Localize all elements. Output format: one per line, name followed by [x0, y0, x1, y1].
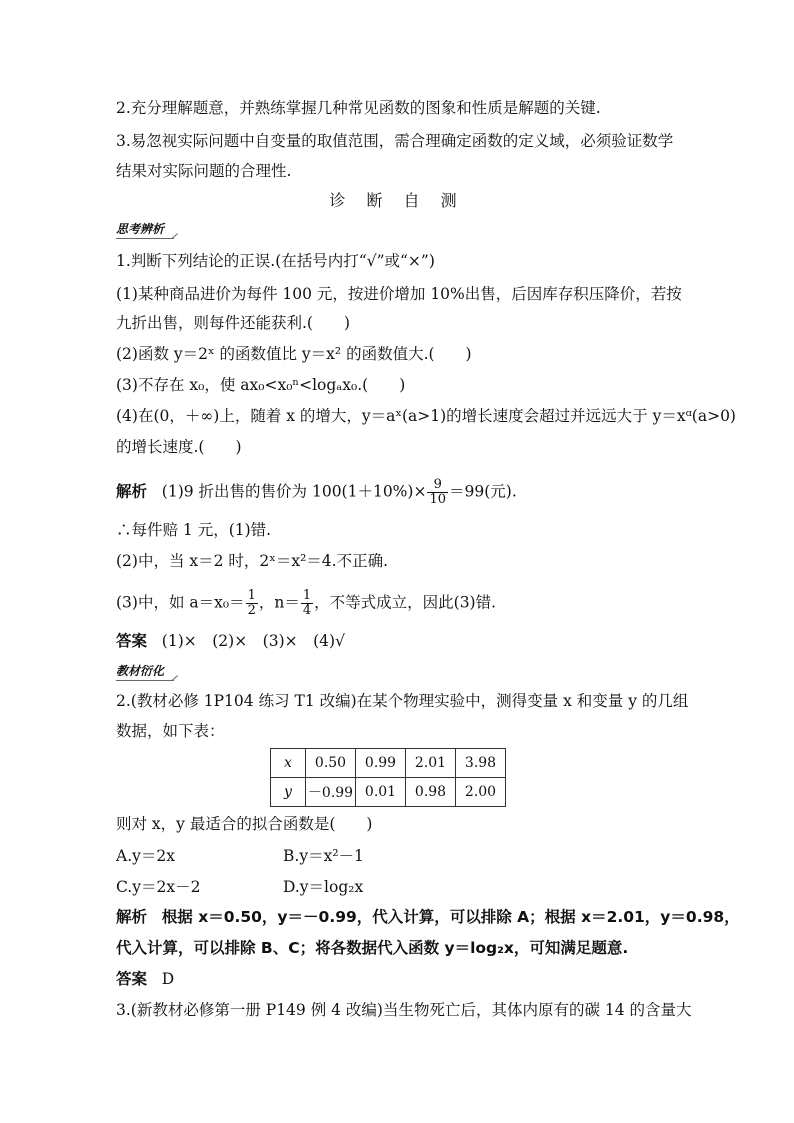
table-cell: 0.01 [356, 778, 406, 807]
answer-label: 答案 [116, 632, 148, 650]
table-cell: 0.98 [406, 778, 456, 807]
table-cell: 0.50 [306, 749, 356, 778]
fraction-denominator: 4 [302, 603, 312, 618]
fraction-numerator: 1 [247, 588, 256, 603]
table-cell: 0.99 [356, 749, 406, 778]
fraction-one-quarter [301, 589, 313, 618]
analysis-4-mid: ，n＝ [258, 593, 300, 612]
tag-reflect: 思考辨析 [116, 220, 174, 239]
q1-item4-line1: (4)在(0，＋∞)上，随着 x 的增大，y＝aˣ(a>1)的增长速度会超过并远远大于 y＝xᵅ(a>0) [116, 407, 736, 425]
analysis-1-pre: (1)9 折出售的售价为 100(1＋10%)× [161, 482, 427, 501]
option-a: A.y＝2x [116, 847, 175, 865]
q2-stem-line1: 2.(教材必修 1P104 练习 T1 改编)在某个物理实验中，测得变量 x 和变量 y 的几组 [116, 692, 689, 710]
fraction-numerator: 1 [302, 588, 312, 603]
q1-analysis-4 [116, 589, 694, 618]
tag-textbook: 教材衍化 [116, 662, 174, 681]
fraction-numerator: 9 [427, 478, 448, 493]
table-cell: 2.01 [406, 749, 456, 778]
answer-label: 答案 [116, 970, 148, 988]
q3-stem-line1: 3.(新教材必修第一册 P149 例 4 改编)当生物死亡后，其体内原有的碳 14 的含量大 [116, 1001, 692, 1019]
data-table [270, 748, 506, 807]
q1-analysis-2: ∴每件赔 1 元，(1)错. [116, 521, 272, 539]
q2-stem-line2: 数据，如下表： [116, 722, 225, 740]
q1-item1-line1: (1)某种商品进价为每件 100 元，按进价增加 10%出售，后因库存积压降价，若按 [116, 285, 682, 303]
q1-stem: 1.判断下列结论的正误.(在括号内打“√”或“×”) [116, 252, 435, 270]
table-cell: 2.00 [456, 778, 506, 807]
analysis-1-post: ＝99(元). [449, 482, 517, 501]
analysis-label: 解析 [116, 908, 148, 926]
analysis-text: 根据 x＝0.50，y＝－0.99，代入计算，可以排除 A；根据 x＝2.01，y＝0.98， [161, 908, 740, 926]
table-cell: y [271, 778, 306, 807]
table-cell: x [271, 749, 306, 778]
section-title: 诊 断 自 测 [329, 191, 465, 210]
analysis-label: 解析 [116, 482, 148, 501]
answer-value: D [161, 970, 175, 988]
fraction-denominator: 2 [247, 603, 256, 618]
q2-analysis-line1 [116, 906, 740, 928]
option-d: D.y＝log₂x [283, 878, 364, 896]
analysis-4-post: ，不等式成立，因此(3)错. [314, 593, 497, 612]
note-3-line2: 结果对实际问题的合理性. [116, 162, 292, 180]
q2-answer [116, 968, 694, 990]
q1-analysis-1 [116, 478, 694, 507]
q1-answer [116, 630, 694, 652]
q1-item3: (3)不存在 x₀，使 ax₀<x₀ⁿ<logₐx₀.( ) [116, 376, 406, 394]
fraction-denominator: 10 [429, 492, 446, 507]
note-2: 2.充分理解题意，并熟练掌握几种常见函数的图象和性质是解题的关键. [116, 99, 601, 117]
q1-analysis-3: (2)中，当 x＝2 时，2ˣ＝x²＝4.不正确. [116, 552, 389, 570]
note-3-line1: 3.易忽视实际问题中自变量的取值范围，需合理确定函数的定义域，必须验证数学 [116, 132, 674, 150]
table-cell: －0.99 [306, 778, 356, 807]
q2-analysis-line2: 代入计算，可以排除 B、C；将各数据代入函数 y＝log₂x，可知满足题意. [116, 939, 629, 957]
q1-item2: (2)函数 y＝2ˣ 的函数值比 y＝x² 的函数值大.( ) [116, 345, 472, 363]
q1-item4-line2: 的增长速度.( ) [116, 438, 242, 456]
table-row-y [271, 778, 506, 807]
fraction-one-half [246, 589, 258, 618]
q2-question: 则对 x，y 最适合的拟合函数是( ) [116, 815, 373, 833]
analysis-4-pre: (3)中，如 a＝x₀＝ [116, 593, 245, 612]
option-b: B.y＝x²－1 [283, 847, 364, 865]
table-cell: 3.98 [456, 749, 506, 778]
answer-value: (1)× (2)× (3)× (4)√ [161, 632, 345, 650]
table-row-x [271, 749, 506, 778]
option-c: C.y＝2x－2 [116, 878, 201, 896]
fraction-nine-tenths [427, 478, 448, 507]
q1-item1-line2: 九折出售，则每件还能获利.( ) [116, 314, 351, 332]
